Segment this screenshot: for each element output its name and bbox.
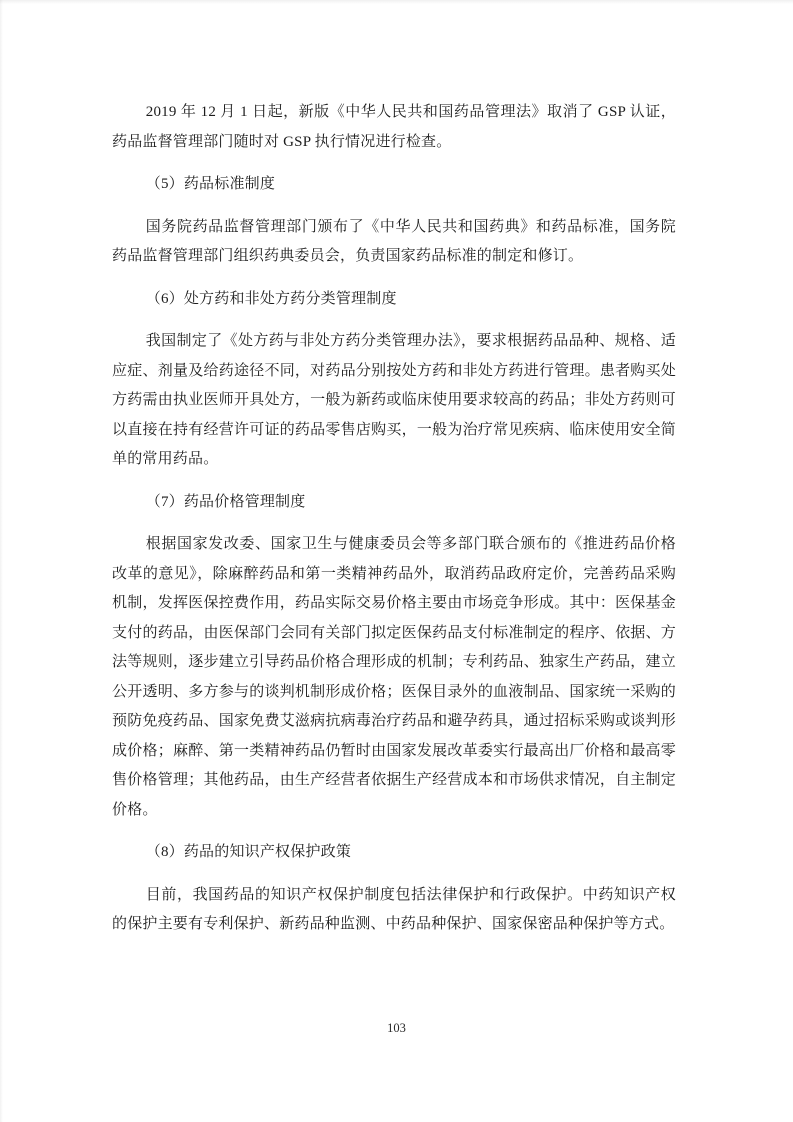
paragraph-rx-otc-management: 我国制定了《处方药与非处方药分类管理办法》，要求根据药品品种、规格、适应症、剂量及给药途径不同，对药品分别按处方药和非处方药进行管理。患者购买处方药需由执业医师开具处方，一般为新药或临床使用要求较高的药品；非处方药则可以直接在持有经营许可证的药品零售店购买，一般为治疗常见疾病、临床使用安全简单的常用药品。 <box>112 333 676 467</box>
paragraph-pharmacopoeia: 国务院药品监督管理部门颁布了《中华人民共和国药典》和药品标准，国务院药品监督管理部门组织药典委员会，负责国家药品标准的制定和修订。 <box>112 218 676 264</box>
page-number: 103 <box>387 1021 406 1035</box>
page-content <box>112 98 676 940</box>
heading-8-ip-protection-policy: （8）药品的知识产权保护政策 <box>145 844 352 860</box>
paragraph-ip-protection: 目前，我国药品的知识产权保护制度包括法律保护和行政保护。中药知识产权的保护主要有专利保护、新药品种监测、中药品种保护、国家保密品种保护等方式。 <box>112 886 676 932</box>
page-footer <box>0 1019 793 1037</box>
paragraph-gsp-certification: 2019 年 12 月 1 日起，新版《中华人民共和国药品管理法》取消了 GSP 认证，药品监督管理部门随时对 GSP 执行情况进行检查。 <box>112 104 676 150</box>
heading-6-rx-otc-classification: （6）处方药和非处方药分类管理制度 <box>145 290 397 307</box>
heading-5-drug-standard-system: （5）药品标准制度 <box>145 176 276 192</box>
heading-7-drug-price-management: （7）药品价格管理制度 <box>145 493 306 510</box>
scan-edge-left <box>0 0 3 1122</box>
paragraph-drug-pricing: 根据国家发改委、国家卫生与健康委员会等多部门联合颁布的《推进药品价格改革的意见》，除麻醉药品和第一类精神药品外，取消药品政府定价，完善药品采购机制，发挥医保控费作用，药品实际交易价格主要由市场竞争形成。其中：医保基金支付的药品，由医保部门会同有关部门拟定医保药品支付标准制定的程序、依据、方法等规则，逐步建立引导药品价格合理形成的机制；专利药品、独家生产药品，建立公开透明、多方参与的谈判机制形成价格；医保目录外的血液制品、国家统一采购的预防免疫药品、国家免费艾滋病抗病毒治疗药品和避孕药具，通过招标采购或谈判形成价格；麻醉、第一类精神药品仍暂时由国家发展改革委实行最高出厂价格和最高零售价格管理；其他药品，由生产经营者依据生产经营成本和市场供求情况，自主制定价格。 <box>112 536 676 818</box>
scan-edge-top <box>0 0 793 4</box>
